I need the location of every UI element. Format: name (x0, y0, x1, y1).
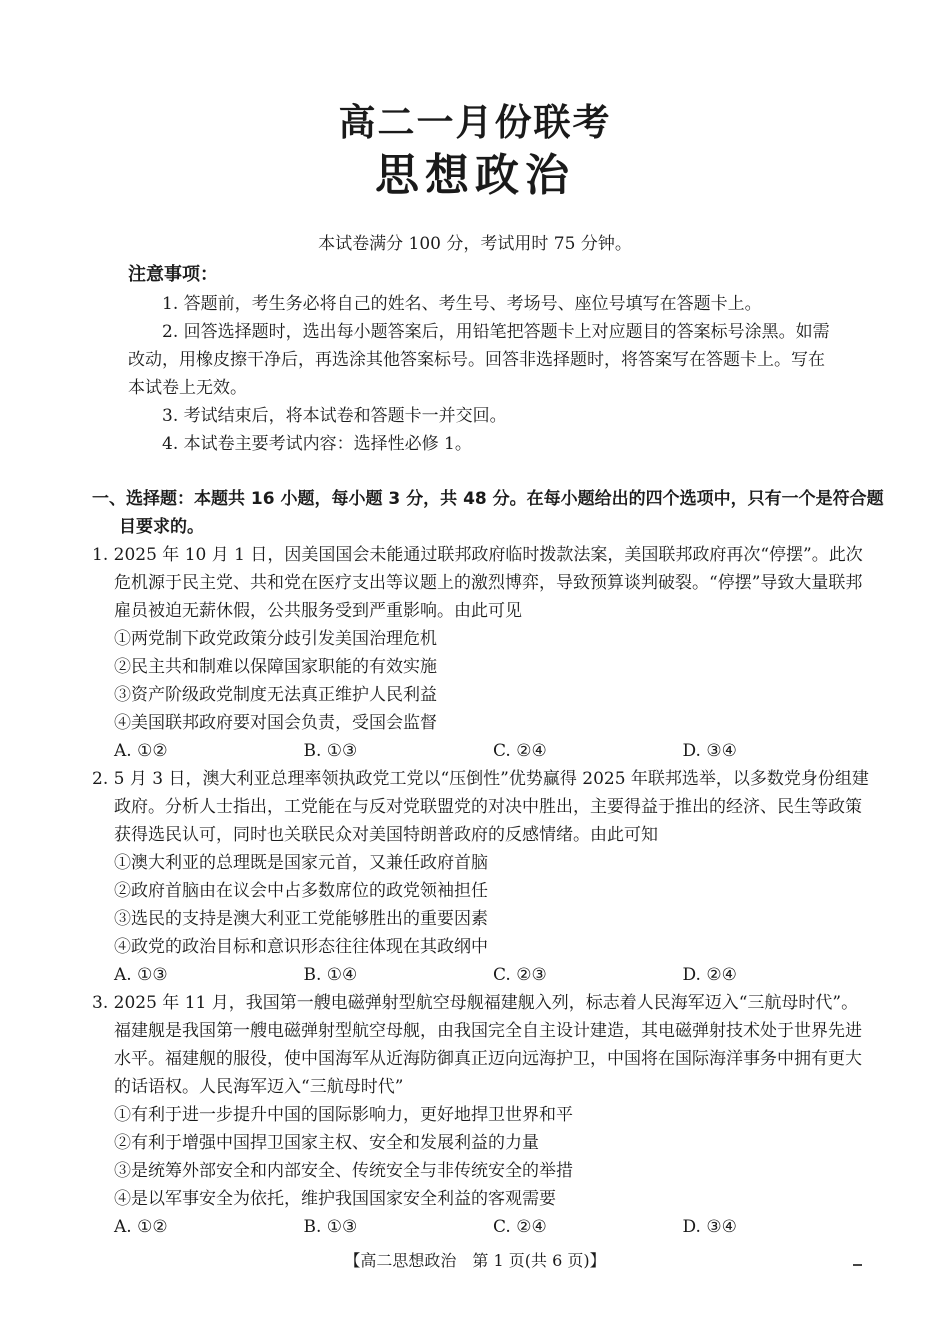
notice-heading: 注意事项： (128, 264, 218, 285)
notice-item: 2. 回答选择题时，选出每小题答案后，用铅笔把答题卡上对应题目的答案标号涂黑。如需改动，用橡皮擦干净后，再选涂其他答案标号。回答非选择题时，将答案写在答题卡上。写在本试卷上无效。 (128, 322, 830, 398)
notice-list (128, 290, 838, 458)
question-option: ①澳大利亚的总理既是国家元首，又兼任政府首脑 (114, 853, 488, 873)
question-option: ③资产阶级政党制度无法真正维护人民利益 (114, 685, 437, 705)
question-stem: 3. 2025 年 11 月，我国第一艘电磁弹射型航空母舰福建舰入列，标志着人民海军迈入“三航母时代”。福建舰是我国第一艘电磁弹射型航空母舰，由我国完全自主设计建造，其电磁弹射技术处于世界先进水平。福建舰的服役，使中国海军从近海防御真正迈向远海护卫，中国将在国际海洋事务中拥有更大的话语权。人民海军迈入“三航母时代” (92, 993, 862, 1097)
answer-choice-d: D. ②④ (682, 965, 737, 985)
exam-meta: 本试卷满分 100 分，考试用时 75 分钟。 (318, 234, 632, 254)
answer-choices (92, 1213, 872, 1241)
answer-choice-d: D. ③④ (682, 741, 737, 761)
question-option: ④政党的政治目标和意识形态往往体现在其政纲中 (114, 937, 488, 957)
question-list (92, 541, 872, 1241)
answer-choice-a: A. ①② (114, 1217, 168, 1237)
question-option: ①有利于进一步提升中国的国际影响力，更好地捍卫世界和平 (114, 1105, 573, 1125)
answer-choice-a: A. ①③ (114, 965, 168, 985)
question-stem: 1. 2025 年 10 月 1 日，因美国国会未能通过联邦政府临时拨款法案，美国联邦政府再次“停摆”。此次危机源于民主党、共和党在医疗支出等议题上的激烈博弈，导致预算谈判破裂。“停摆”导致大量联邦雇员被迫无薪休假，公共服务受到严重影响。由此可见 (92, 545, 863, 621)
answer-choice-a: A. ①② (114, 741, 168, 761)
question-option: ①两党制下政党政策分歧引发美国治理危机 (114, 629, 437, 649)
notice-item: 4. 本试卷主要考试内容：选择性必修 1。 (162, 434, 472, 454)
answer-choice-c: C. ②④ (493, 1217, 547, 1237)
notice-item: 1. 答题前，考生务必将自己的姓名、考生号、考场号、座位号填写在答题卡上。 (162, 294, 762, 314)
question-2 (92, 765, 872, 989)
corner-mark (853, 1264, 862, 1266)
question-option: ④是以军事安全为依托，维护我国国家安全利益的客观需要 (114, 1189, 556, 1209)
answer-choice-c: C. ②④ (493, 741, 547, 761)
answer-choices (92, 737, 872, 765)
question-option: ③选民的支持是澳大利亚工党能够胜出的重要因素 (114, 909, 488, 929)
exam-title: 高二一月份联考 (338, 101, 612, 144)
answer-choices (92, 961, 872, 989)
question-option: ④美国联邦政府要对国会负责，受国会监督 (114, 713, 437, 733)
question-3 (92, 989, 872, 1241)
notice-item: 3. 考试结束后，将本试卷和答题卡一并交回。 (162, 406, 507, 426)
question-option: ②政府首脑由在议会中占多数席位的政党领袖担任 (114, 881, 488, 901)
section-heading: 一、选择题：本题共 16 小题，每小题 3 分，共 48 分。在每小题给出的四个选项中，只有一个是符合题目要求的。 (92, 489, 884, 537)
answer-choice-b: B. ①④ (303, 965, 358, 985)
subject-title: 思想政治 (375, 150, 575, 201)
question-option: ③是统筹外部安全和内部安全、传统安全与非传统安全的举措 (114, 1161, 573, 1181)
answer-choice-c: C. ②③ (493, 965, 547, 985)
answer-choice-b: B. ①③ (303, 741, 358, 761)
answer-choice-b: B. ①③ (303, 1217, 358, 1237)
question-stem: 2. 5 月 3 日，澳大利亚总理率领执政党工党以“压倒性”优势赢得 2025 年联邦选举，以多数党身份组建政府。分析人士指出，工党能在与反对党联盟党的对决中胜出，主要得益于推出的经济、民生等政策获得选民认可，同时也关联民众对美国特朗普政府的反感情绪。由此可知 (92, 769, 869, 845)
answer-choice-d: D. ③④ (682, 1217, 737, 1237)
question-option: ②有利于增强中国捍卫国家主权、安全和发展利益的力量 (114, 1133, 539, 1153)
question-1 (92, 541, 872, 765)
question-option: ②民主共和制难以保障国家职能的有效实施 (114, 657, 437, 677)
page-footer: 【高二思想政治 第 1 页(共 6 页)】 (344, 1251, 606, 1270)
